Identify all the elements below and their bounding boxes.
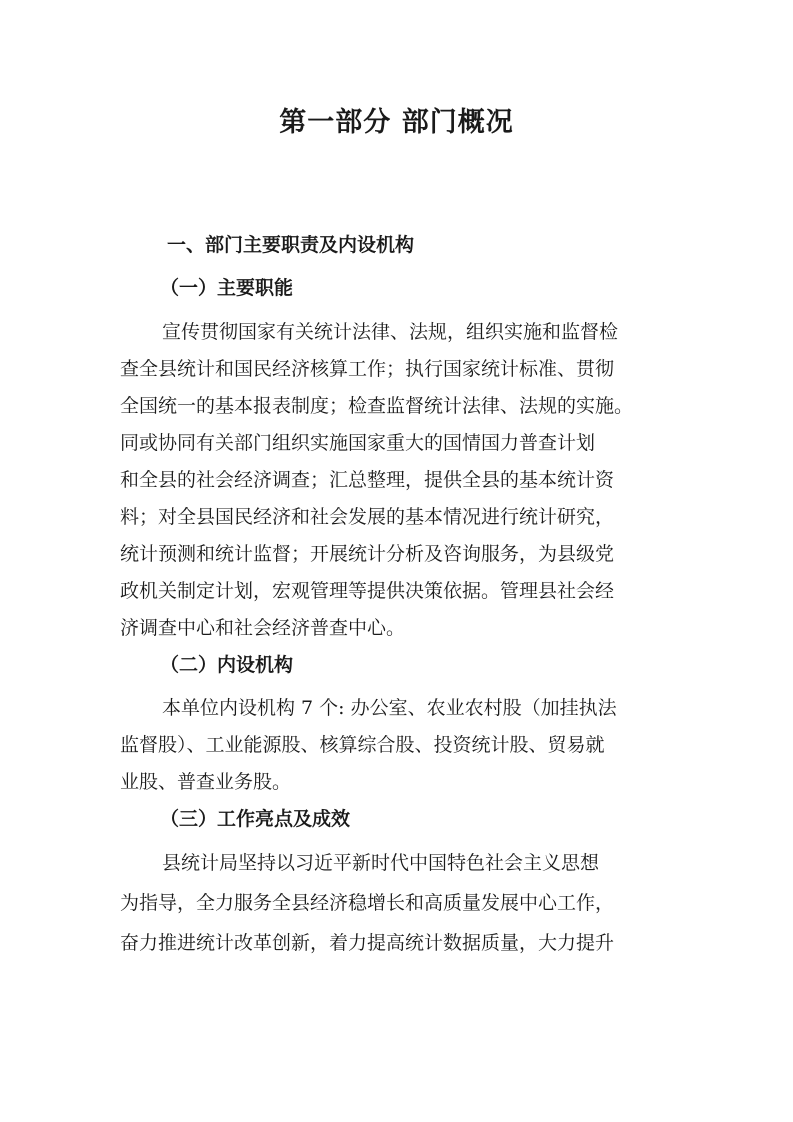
paragraph-line: 料；对全县国民经济和社会发展的基本情况进行统计研究， (120, 506, 615, 528)
paragraph-line: 为指导，全力服务全县经济稳增长和高质量发展中心工作， (120, 892, 615, 914)
paragraph-line: 监督股）、工业能源股、核算综合股、投资统计股、贸易就 (120, 734, 605, 756)
paragraph-line: 济调查中心和社会经济普查中心。 (120, 617, 406, 639)
paragraph-line: 和全县的社会经济调查；汇总整理，提供全县的基本统计资 (120, 469, 615, 491)
paragraph-line: 奋力推进统计改革创新，着力提高统计数据质量，大力提升 (120, 932, 615, 954)
section-heading: 一、部门主要职责及内设机构 (167, 234, 415, 256)
paragraph-line: 宣传贯彻国家有关统计法律、法规，组织实施和监督检 (162, 321, 619, 343)
paragraph-line: 查全县统计和国民经济核算工作；执行国家统计标准、贯彻 (120, 358, 615, 380)
paragraph-line: 统计预测和统计监督；开展统计分析及咨询服务，为县级党 (120, 543, 615, 565)
page-title: 第一部分 部门概况 (279, 107, 514, 138)
paragraph-line: 本单位内设机构 7 个: 办公室、农业农村股（加挂执法 (162, 697, 617, 719)
paragraph-line: 同或协同有关部门组织实施国家重大的国情国力普查计划 (120, 432, 596, 454)
paragraph-line: 政机关制定计划，宏观管理等提供决策依据。管理县社会经 (120, 580, 615, 602)
subsection-heading-highlights: （三）工作亮点及成效 (160, 808, 351, 830)
paragraph-line: 全国统一的基本报表制度；检查监督统计法律、法规的实施。 (120, 395, 634, 417)
paragraph-line: 业股、普查业务股。 (120, 771, 292, 793)
paragraph-line: 县统计局坚持以习近平新时代中国特色社会主义思想 (162, 852, 600, 874)
subsection-heading-functions: （一）主要职能 (160, 277, 294, 299)
subsection-heading-structure: （二）内设机构 (160, 654, 294, 676)
